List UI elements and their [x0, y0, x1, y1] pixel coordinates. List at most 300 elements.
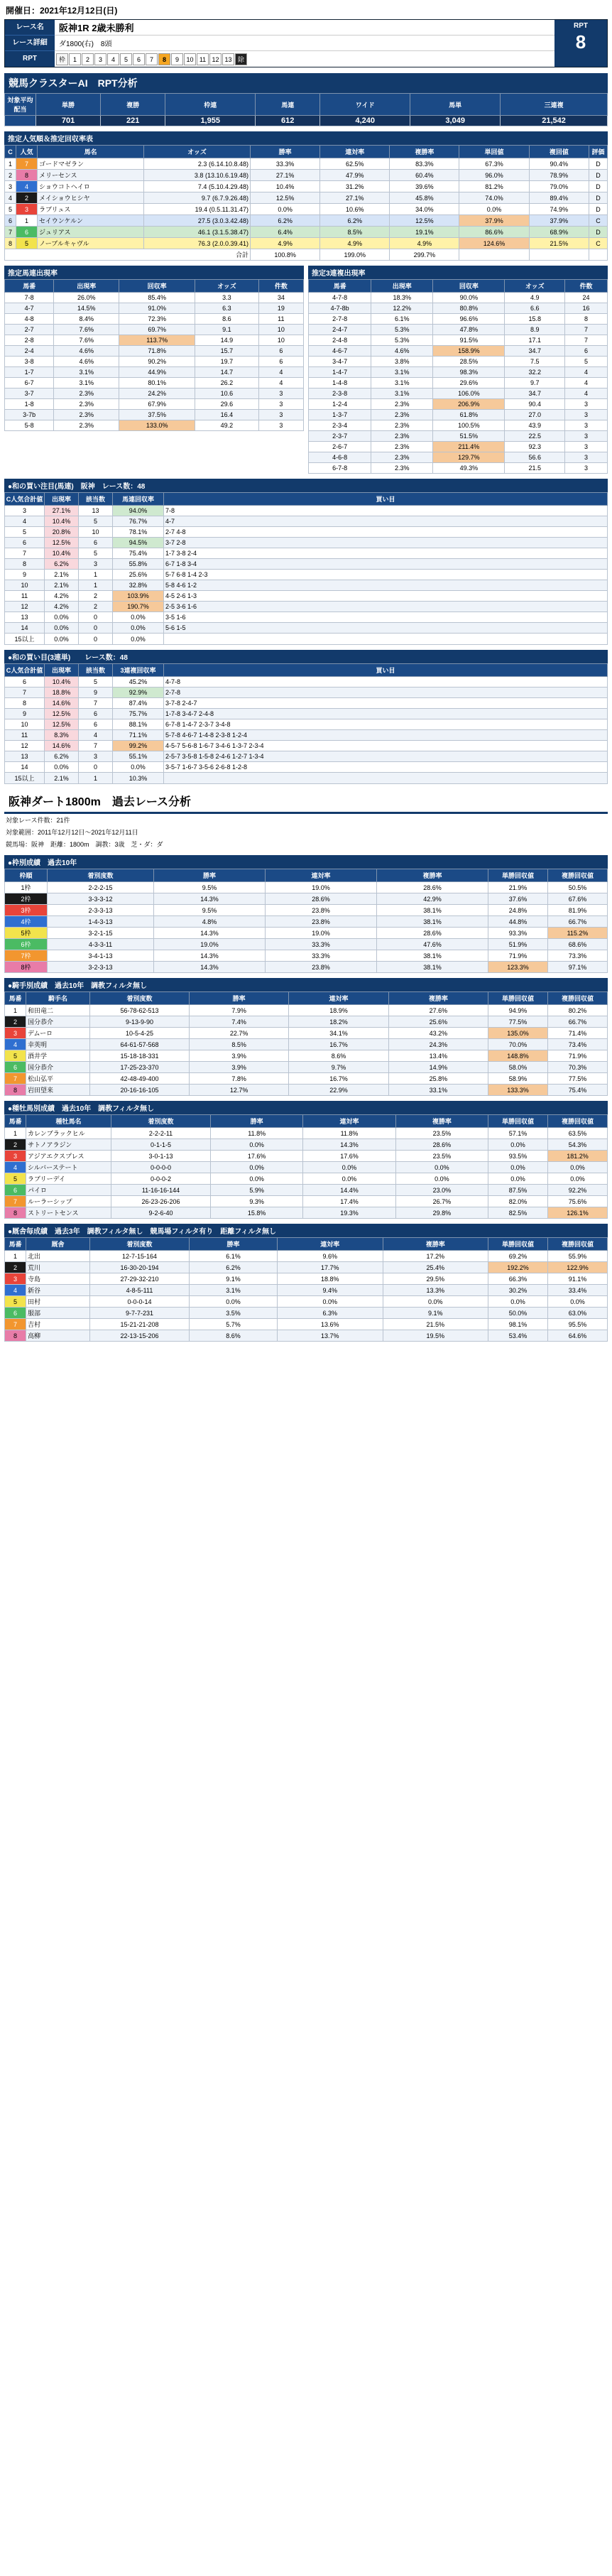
- cell-bets: 4-5-7 5-6-8 1-6-7 3-4-6 1-3-7 2-3-4: [164, 741, 608, 751]
- cell-count: 10: [258, 335, 303, 346]
- cell-quin: 16.7%: [289, 1039, 388, 1050]
- payout-header: 馬連: [256, 94, 320, 116]
- cell-return: 96.6%: [433, 314, 505, 325]
- rpt-cell: 2: [82, 53, 94, 65]
- cell-c: 5: [5, 204, 16, 215]
- cell-tan-return: 77.5%: [488, 1016, 548, 1028]
- cell-show: 17.2%: [383, 1251, 488, 1262]
- cell-count: 4: [565, 378, 608, 388]
- cell-win: 14.3%: [154, 950, 266, 962]
- cell-rate: 2.3%: [371, 399, 433, 410]
- cell-fuku-return: 64.6%: [548, 1330, 608, 1342]
- rpt-cell-excluded: 除: [235, 53, 247, 65]
- th-odds: オッズ: [195, 280, 259, 293]
- cell-hits: 1: [79, 570, 113, 580]
- cell-tan-return: 98.1%: [488, 1319, 548, 1330]
- cell-rate: 2.1%: [45, 773, 79, 784]
- cell-fukusho: 74.9%: [529, 204, 589, 215]
- cell-count: 3: [565, 410, 608, 420]
- cell-combo: 4-7-8: [309, 293, 371, 303]
- cell-bets: [164, 773, 608, 784]
- cell-quin: 14.4%: [303, 1185, 395, 1196]
- cell-tan-return: 135.0%: [488, 1028, 548, 1039]
- th-fuku-return: 複勝回収値: [548, 992, 608, 1005]
- cell-win: 14.3%: [154, 928, 266, 939]
- cell-hits: 10: [79, 527, 113, 538]
- payout-header: 馬単: [410, 94, 501, 116]
- cell-show: 28.6%: [377, 882, 488, 893]
- cell-waku: 4枠: [5, 916, 48, 928]
- rpt-score-label: RPT: [574, 22, 588, 30]
- table-header-row: [5, 869, 608, 882]
- table-row: [5, 730, 608, 741]
- cell-number: 2: [5, 1016, 26, 1028]
- cell-rate: 2.3%: [371, 442, 433, 452]
- race-name-value: 阪神1R 2歳未勝利: [59, 23, 134, 33]
- cell-number: 5: [5, 1173, 26, 1185]
- cell-fuku-return: 95.5%: [548, 1319, 608, 1330]
- cell-fuku-return: 80.2%: [548, 1005, 608, 1016]
- cell-fuku-return: 33.4%: [548, 1285, 608, 1296]
- cell-count: 8: [565, 314, 608, 325]
- cell-win: 3.9%: [190, 1062, 289, 1073]
- table-row: [5, 905, 608, 916]
- cell-rate: 4.6%: [371, 346, 433, 357]
- cell-quin: 23.8%: [266, 916, 377, 928]
- cell-return: 49.3%: [433, 463, 505, 474]
- cell-pair: 4-8: [5, 314, 54, 325]
- cell-combo: 4-6-8: [309, 452, 371, 463]
- cell-quin: 19.0%: [266, 928, 377, 939]
- payout-caption: 対象平均配当: [5, 94, 36, 116]
- th-c: C: [5, 146, 16, 158]
- section-ninki: 推定人気順＆推定回収率表: [4, 131, 608, 145]
- cell-sire: シルバーステート: [26, 1162, 111, 1173]
- cell-odds: 34.7: [505, 388, 565, 399]
- cell-sum: 10: [5, 719, 45, 730]
- cell-return: 44.9%: [119, 367, 195, 378]
- cell-tansho: 86.6%: [459, 227, 529, 238]
- cell-fuku-return: 66.7%: [548, 1016, 608, 1028]
- th-show: 複勝率: [395, 1115, 488, 1128]
- cell-record: 2-2-2-15: [48, 882, 154, 893]
- rate-tables-row: [4, 266, 608, 474]
- cell-rate: 4.6%: [54, 357, 119, 367]
- cell-bets: 5-6 1-5: [164, 623, 608, 634]
- cell-count: 3: [258, 388, 303, 399]
- cell-combo: 2-3-4: [309, 420, 371, 431]
- cell-count: 6: [565, 346, 608, 357]
- cell-count: 34: [258, 293, 303, 303]
- cell-rate: 2.3%: [371, 410, 433, 420]
- cell-bets: 1-7 3-8 2-4: [164, 548, 608, 559]
- cell-count: 10: [258, 325, 303, 335]
- cell-number: 4: [5, 1039, 26, 1050]
- cell-waku: 3枠: [5, 905, 48, 916]
- cell-win: 9.3%: [211, 1196, 303, 1207]
- cell-return: 88.1%: [113, 719, 164, 730]
- table-row: [5, 399, 304, 410]
- table-row: [5, 1016, 608, 1028]
- cell-pair: 2-8: [5, 335, 54, 346]
- race-detail-value: ダ1800(右) 8頭: [59, 40, 112, 48]
- cell-horse-name: ノーブルキャヴル: [38, 238, 144, 249]
- cell-count: 5: [565, 357, 608, 367]
- cell-bets: 3-7 2-8: [164, 538, 608, 548]
- table-row: [5, 346, 304, 357]
- th-count: 件数: [565, 280, 608, 293]
- cell-show: 9.1%: [383, 1308, 488, 1319]
- table-row: [5, 1251, 608, 1262]
- section-sanrenpuku: 推定3連複出現率: [308, 266, 608, 279]
- cell-stable: 新谷: [26, 1285, 90, 1296]
- cell-sum: 12: [5, 602, 45, 612]
- th-win: 勝率: [190, 1238, 278, 1251]
- rpt-cell: 10: [184, 53, 196, 65]
- table-row: [5, 367, 304, 378]
- th-sire: 種牡馬名: [26, 1115, 111, 1128]
- rpt-cell: 12: [209, 53, 222, 65]
- cell-show: 13.4%: [388, 1050, 488, 1062]
- cell-odds: 9.1: [195, 325, 259, 335]
- total-quin: 199.0%: [320, 249, 390, 261]
- cell-tansho: 124.6%: [459, 238, 529, 249]
- th-bets: 買い目: [164, 493, 608, 506]
- cell-fuku-return: 73.3%: [548, 950, 608, 962]
- cell-return: 133.0%: [119, 420, 195, 431]
- cell-quin: 17.4%: [303, 1196, 395, 1207]
- section-jockey-results: ●騎手別成績 過去10年 調教フィルタ無し: [4, 978, 608, 991]
- cell-show: 19.5%: [383, 1330, 488, 1342]
- cell-odds: 19.7: [195, 357, 259, 367]
- th-tan-return: 単勝回収値: [488, 992, 548, 1005]
- cell-return: 90.2%: [119, 357, 195, 367]
- cell-quin: 16.7%: [289, 1073, 388, 1085]
- cell-number: 8: [5, 1085, 26, 1096]
- cell-return: 55.1%: [113, 751, 164, 762]
- cell-count: 3: [565, 463, 608, 474]
- cell-tan-return: 87.5%: [488, 1185, 548, 1196]
- cell-fuku-return: 66.7%: [548, 916, 608, 928]
- cell-sum: 9: [5, 709, 45, 719]
- table-row: [5, 570, 608, 580]
- cell-quin: 23.8%: [266, 905, 377, 916]
- cell-return: 78.1%: [113, 527, 164, 538]
- cell-horse-name: メリーセンス: [38, 170, 144, 181]
- cell-rate: 12.5%: [45, 538, 79, 548]
- table-row: [5, 548, 608, 559]
- table-row: [5, 158, 608, 170]
- table-row: [309, 442, 608, 452]
- cell-c: 1: [5, 158, 16, 170]
- cell-show: 26.7%: [395, 1196, 488, 1207]
- table-row: [5, 634, 608, 645]
- cell-show: 0.0%: [395, 1162, 488, 1173]
- table-row: [5, 1005, 608, 1016]
- cell-rate: 12.5%: [45, 719, 79, 730]
- cell-fukusho: 68.9%: [529, 227, 589, 238]
- rpt-cell: 枠: [56, 53, 68, 65]
- table-row: [5, 602, 608, 612]
- cell-odds: 34.7: [505, 346, 565, 357]
- cell-show: 24.3%: [388, 1039, 488, 1050]
- cell-tansho: 81.2%: [459, 181, 529, 192]
- cell-combo: 2-4-7: [309, 325, 371, 335]
- cell-return: 32.8%: [113, 580, 164, 591]
- cell-combo: 4-6-7: [309, 346, 371, 357]
- cell-show: 29.5%: [383, 1273, 488, 1285]
- th-record: 着別度数: [111, 1115, 211, 1128]
- cell-odds: 76.3: [197, 239, 211, 247]
- th-pair: 馬番: [5, 280, 54, 293]
- cell-return: 190.7%: [113, 602, 164, 612]
- cell-record: 20-16-16-105: [90, 1085, 190, 1096]
- cell-bets: 5-7-8 4-6-7 1-4-8 2-3-8 1-2-4: [164, 730, 608, 741]
- table-row: [5, 325, 304, 335]
- cell-odds: 9.7: [201, 194, 211, 202]
- cell-hits: 3: [79, 559, 113, 570]
- rpt-score-box: [554, 20, 607, 67]
- table-row: [5, 1196, 608, 1207]
- cell-rate: 12.5%: [45, 709, 79, 719]
- cell-odds: 9.7: [505, 378, 565, 388]
- table-row: [5, 1039, 608, 1050]
- table-row: [309, 463, 608, 474]
- cell-combo: 1-2-4: [309, 399, 371, 410]
- cell-count: 3: [258, 410, 303, 420]
- cell-rate: 27.1%: [45, 506, 79, 516]
- cell-return: 37.5%: [119, 410, 195, 420]
- payout-value: 221: [101, 116, 165, 126]
- cell-quin: 4.9%: [320, 238, 390, 249]
- cell-waku: 1: [16, 215, 38, 227]
- cell-win: 7.8%: [190, 1073, 289, 1085]
- th-tan-return: 単勝回収値: [488, 1238, 548, 1251]
- ninki-table: [4, 145, 608, 261]
- cell-record: 9-7-7-231: [90, 1308, 190, 1319]
- cell-quin: 28.6%: [266, 893, 377, 905]
- cell-show: 34.0%: [390, 204, 459, 215]
- cell-sum: 10: [5, 580, 45, 591]
- cell-odds-range: (3.0.3.42.48): [212, 217, 248, 224]
- cell-jockey: 幸英明: [26, 1039, 90, 1050]
- label-race-name: レース名: [5, 20, 55, 36]
- cell-number: 6: [5, 1185, 26, 1196]
- total-win: 100.8%: [251, 249, 320, 261]
- cell-rate: 10.4%: [45, 516, 79, 527]
- cell-waku: 7枠: [5, 950, 48, 962]
- cell-quin: 14.3%: [303, 1139, 395, 1151]
- cell-pair: 5-8: [5, 420, 54, 431]
- cell-sum: 7: [5, 548, 45, 559]
- cell-bets: 4-7-8: [164, 677, 608, 688]
- cell-number: 7: [5, 1196, 26, 1207]
- cell-fuku-return: 92.2%: [548, 1185, 608, 1196]
- table-row: [5, 709, 608, 719]
- cell-sire: カレンブラックヒル: [26, 1128, 111, 1139]
- cell-stable: 田村: [26, 1296, 90, 1308]
- cell-sum: 7: [5, 688, 45, 698]
- cell-hits: 4: [79, 730, 113, 741]
- cell-win: 33.3%: [251, 158, 320, 170]
- label-rpt: RPT: [23, 55, 37, 63]
- cell-tan-return: 37.6%: [488, 893, 548, 905]
- cell-show: 47.6%: [377, 939, 488, 950]
- cell-bets: 5-8 4-6 1-2: [164, 580, 608, 591]
- th-odds: オッズ: [505, 280, 565, 293]
- cell-sum: 8: [5, 559, 45, 570]
- cell-return: 91.5%: [433, 335, 505, 346]
- cell-hits: 3: [79, 751, 113, 762]
- umaren-table: [4, 279, 304, 431]
- cell-quin: 31.2%: [320, 181, 390, 192]
- th-rate: 出現率: [45, 493, 79, 506]
- cell-win: 14.3%: [154, 962, 266, 973]
- th-eval: 評価: [589, 146, 608, 158]
- cell-rate: 26.0%: [54, 293, 119, 303]
- cell-jockey: デムーロ: [26, 1028, 90, 1039]
- cell-count: 3: [258, 420, 303, 431]
- cell-tan-return: 58.9%: [488, 1073, 548, 1085]
- cell-fuku-return: 75.4%: [548, 1085, 608, 1096]
- cell-odds-range: (13.10.6.19.48): [204, 171, 248, 179]
- table-row: [5, 882, 608, 893]
- table-row: [5, 1085, 608, 1096]
- cell-number: 8: [5, 1207, 26, 1219]
- cell-sum: 11: [5, 730, 45, 741]
- cell-odds: 14.7: [195, 367, 259, 378]
- th-jockey: 騎手名: [26, 992, 90, 1005]
- table-row: [309, 357, 608, 367]
- cell-fuku-return: 115.2%: [548, 928, 608, 939]
- payout-header: 枠連: [165, 94, 256, 116]
- cell-combo: 2-4-8: [309, 335, 371, 346]
- cell-number: 1: [5, 1128, 26, 1139]
- cell-quin: 62.5%: [320, 158, 390, 170]
- cell-c: 6: [5, 215, 16, 227]
- cell-win: 7.9%: [190, 1005, 289, 1016]
- cell-fukusho: 90.4%: [529, 158, 589, 170]
- cell-show: 13.3%: [383, 1285, 488, 1296]
- cell-bets: 2-7-8: [164, 688, 608, 698]
- cell-quin: 19.3%: [303, 1207, 395, 1219]
- table-row: [309, 420, 608, 431]
- cell-horse-name: セイウンケルン: [38, 215, 144, 227]
- cell-tan-return: 70.0%: [488, 1039, 548, 1050]
- cell-quin: 6.2%: [320, 215, 390, 227]
- table-row: [309, 431, 608, 442]
- cell-odds: 19.4: [195, 205, 208, 213]
- cell-count: 3: [565, 420, 608, 431]
- cell-show: 23.5%: [395, 1128, 488, 1139]
- section-kaiyasui-sanrentan: ●和の買い目(3連単) レース数：48: [4, 650, 608, 663]
- cell-fuku-return: 97.1%: [548, 962, 608, 973]
- cell-odds-range: (3.1.5.38.47): [212, 228, 248, 236]
- table-header-row: [5, 1238, 608, 1251]
- cell-number: 1: [5, 1251, 26, 1262]
- payout-value: 21,542: [501, 116, 608, 126]
- cell-rate: 14.6%: [45, 741, 79, 751]
- table-row: [5, 516, 608, 527]
- cell-return: 92.9%: [113, 688, 164, 698]
- cell-record: 22-13-15-206: [90, 1330, 190, 1342]
- cell-return: 98.3%: [433, 367, 505, 378]
- table-row: [5, 1262, 608, 1273]
- cell-return: 47.8%: [433, 325, 505, 335]
- rpt-cell-strip: [55, 53, 248, 65]
- cell-win: 17.6%: [211, 1151, 303, 1162]
- cell-fuku-return: 0.0%: [548, 1173, 608, 1185]
- cell-show: 28.6%: [395, 1139, 488, 1151]
- rpt-cell-selected: 8: [158, 53, 170, 65]
- cell-show: 12.5%: [390, 215, 459, 227]
- cell-return: 75.7%: [113, 709, 164, 719]
- cell-rate: 5.3%: [371, 325, 433, 335]
- cell-pair: 1-7: [5, 367, 54, 378]
- cell-odds: 49.2: [195, 420, 259, 431]
- section-waku-results: ●枠別成績 過去10年: [4, 855, 608, 869]
- cell-odds: 7.4: [197, 183, 207, 190]
- section-stable-results: ●厩舎毎成績 過去3年 調教フィルタ無し 競馬場フィルタ有り 距離フィルタ無し: [4, 1224, 608, 1237]
- cell-show: 14.9%: [388, 1062, 488, 1073]
- table-row: [5, 939, 608, 950]
- table-row: [5, 741, 608, 751]
- cell-rate: 4.2%: [45, 602, 79, 612]
- table-row: [5, 1073, 608, 1085]
- cell-tan-return: 69.2%: [488, 1251, 548, 1262]
- cell-pair: 2-7: [5, 325, 54, 335]
- cell-hits: 13: [79, 506, 113, 516]
- cell-show: 45.8%: [390, 192, 459, 204]
- cell-show: 19.1%: [390, 227, 459, 238]
- cell-tan-return: 57.1%: [488, 1128, 548, 1139]
- cell-waku: 3: [16, 204, 38, 215]
- cell-odds: 14.9: [195, 335, 259, 346]
- th-count: 件数: [258, 280, 303, 293]
- th-tansho: 単回値: [459, 146, 529, 158]
- cell-sum: 5: [5, 527, 45, 538]
- table-row: [5, 1285, 608, 1296]
- payout-value: 3,049: [410, 116, 501, 126]
- cell-odds-range: (5.10.4.29.48): [208, 183, 248, 190]
- cell-odds: 16.4: [195, 410, 259, 420]
- cell-rate: 10.4%: [45, 548, 79, 559]
- th-return: 馬連回収率: [113, 493, 164, 506]
- cell-rate: 2.1%: [45, 570, 79, 580]
- table-row: [309, 314, 608, 325]
- cell-fuku-return: 0.0%: [548, 1162, 608, 1173]
- cell-return: 29.6%: [433, 378, 505, 388]
- cell-show: 60.4%: [390, 170, 459, 181]
- cell-record: 3-0-1-13: [111, 1151, 211, 1162]
- cell-fuku-return: 77.5%: [548, 1073, 608, 1085]
- cell-return: 45.2%: [113, 677, 164, 688]
- payout-value: 4,240: [320, 116, 410, 126]
- cell-number: 2: [5, 1139, 26, 1151]
- cell-waku: 6枠: [5, 939, 48, 950]
- payout-value: 1,955: [165, 116, 256, 126]
- cell-show: 0.0%: [383, 1296, 488, 1308]
- cell-record: 26-23-26-206: [111, 1196, 211, 1207]
- cell-quin: 22.9%: [289, 1085, 388, 1096]
- cell-win: 15.8%: [211, 1207, 303, 1219]
- cell-record: 3-2-3-13: [48, 962, 154, 973]
- cell-return: 113.7%: [119, 335, 195, 346]
- cell-return: 55.8%: [113, 559, 164, 570]
- cell-number: 5: [5, 1296, 26, 1308]
- cell-bets: 2-5 3-6 1-6: [164, 602, 608, 612]
- table-row: [5, 527, 608, 538]
